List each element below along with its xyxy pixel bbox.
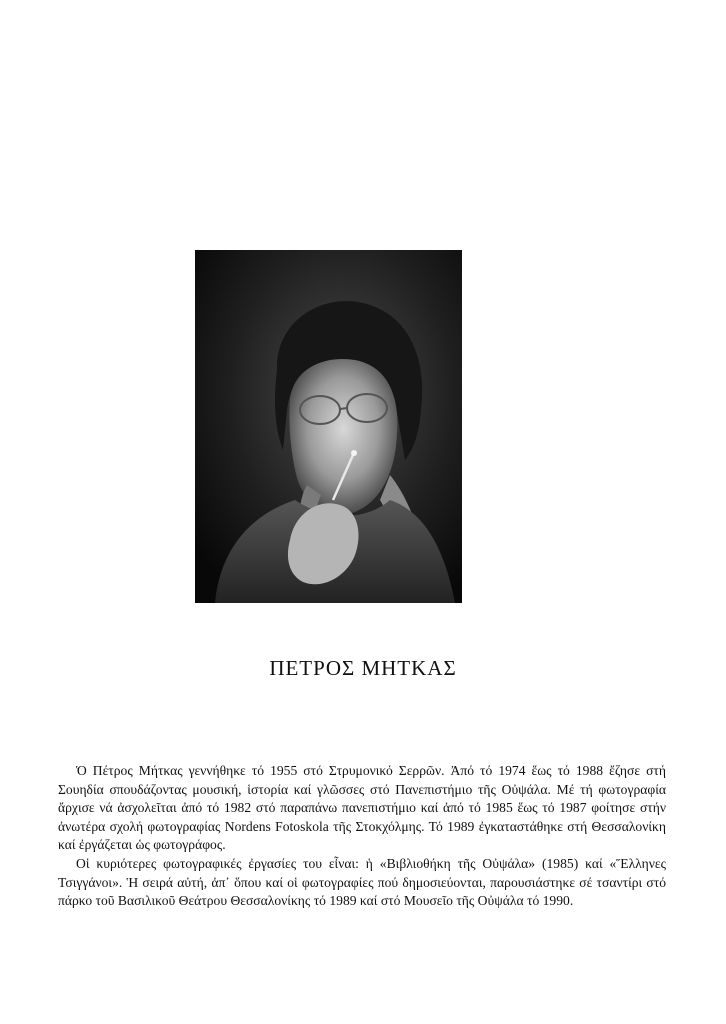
author-portrait-photo (195, 250, 462, 603)
portrait-icon (195, 250, 462, 603)
bio-paragraph-2: Οἱ κυριότερες φωτογραφικές ἐργασίες του εἶναι: ἡ «Βιβλιοθήκη τῆς Οὐψάλα» (1985) καί «Ἕλληνες Τσιγγάνοι». Ἡ σειρά αὐτή, ἀπ᾿ ὅπου καί οἱ φωτογραφίες πού δημοσιεύονται, παρουσιάστηκε σέ τσαντίρι στό πάρκο τοῦ Βασιλικοῦ Θεάτρου Θεσσαλονίκης τό 1989 καί στό Μουσεῖο τῆς Οὐψάλα τό 1990. (58, 855, 666, 909)
bio-paragraph-1: Ὁ Πέτρος Μήτκας γεννήθηκε τό 1955 στό Στρυμονικό Σερρῶν. Ἀπό τό 1974 ἕως τό 1988 ἔζησε στή Σουηδία σπουδάζοντας μουσική, ἱστορία καί γλῶσσες στό Πανεπιστήμιο τῆς Οὐψάλα. Μέ τή φωτογραφία ἄρχισε νά ἀσχολεῖται ἀπό τό 1982 στό παραπάνω πανεπιστήμιο καί ἀπό τό 1985 ἕως τό 1987 φοίτησε στήν ἀνωτέρα σχολή φωτογραφίας Nordens Fotoskola τῆς Στοκχόλμης. Τό 1989 ἐγκαταστάθηκε στή Θεσσαλονίκη καί ἐργάζεται ὡς φωτογράφος. (58, 763, 666, 853)
author-name-heading: ΠΕΤΡΟΣ ΜΗΤΚΑΣ (269, 656, 457, 680)
author-biography (58, 762, 666, 911)
